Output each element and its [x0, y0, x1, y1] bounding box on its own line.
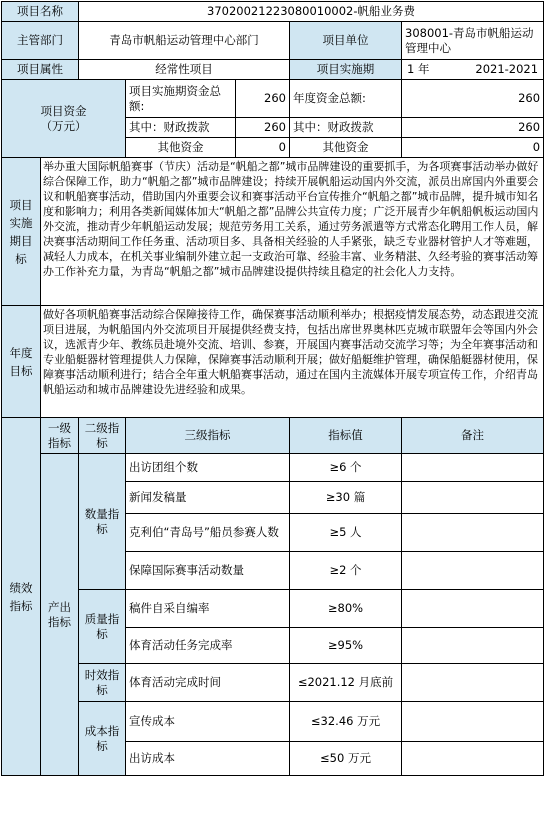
header-value: 指标值	[290, 418, 402, 454]
annual-goal-label: 年度目标	[2, 306, 41, 418]
period-label: 项目实施期	[290, 60, 402, 80]
period-value: 1 年	[407, 62, 430, 76]
indicator-note	[402, 552, 544, 590]
indicator-name: 宣传成本	[126, 702, 290, 742]
indicator-value: ≥95%	[290, 628, 402, 664]
funds-total-period-value: 260	[236, 80, 290, 118]
indicator-name: 克利伯“青岛号”船员参赛人数	[126, 514, 290, 552]
indicator-value: ≥30 篇	[290, 482, 402, 514]
row-attribute	[2, 60, 544, 80]
indicator-value: ≤2021.12 月底前	[290, 664, 402, 702]
funds-annual-total-value: 260	[402, 80, 544, 118]
funds-total-period-label: 项目实施期资金总额:	[126, 80, 236, 118]
department-label: 主管部门	[2, 22, 79, 60]
indicator-note	[402, 454, 544, 482]
header-note: 备注	[402, 418, 544, 454]
unit-label: 项目单位	[290, 22, 402, 60]
indicator-note	[402, 628, 544, 664]
indicator-note	[402, 590, 544, 628]
funds-other-value-annual: 0	[402, 138, 544, 158]
performance-goal-table	[1, 1, 544, 776]
indicator-name: 稿件自采自编率	[126, 590, 290, 628]
funds-fiscal-label: 其中：财政拨款	[126, 118, 236, 138]
quantity-label: 数量指标	[79, 454, 126, 590]
indicator-value: ≤50 万元	[290, 742, 402, 776]
row-annual-goal	[2, 306, 544, 418]
project-name-label: 项目名称	[2, 2, 79, 22]
table-row	[2, 664, 544, 702]
indicator-name: 保障国际赛事活动数量	[126, 552, 290, 590]
output-label: 产出指标	[41, 454, 79, 776]
indicator-note	[402, 482, 544, 514]
project-name-value: 37020021223080010002-帆船业务费	[79, 2, 544, 22]
row-indicator-headers	[2, 418, 544, 454]
row-funds-total	[2, 80, 544, 118]
row-department	[2, 22, 544, 60]
unit-value: 308001-青岛市帆船运动管理中心	[402, 22, 544, 60]
indicator-value: ≥6 个	[290, 454, 402, 482]
row-implementation-goal	[2, 158, 544, 306]
row-project-name	[2, 2, 544, 22]
period-cell	[402, 60, 544, 80]
table-row	[2, 454, 544, 482]
header-level2: 二级指标	[79, 418, 126, 454]
department-value: 青岛市帆船运动管理中心部门	[79, 22, 290, 60]
header-level1: 一级指标	[41, 418, 79, 454]
indicator-value: ≤32.46 万元	[290, 702, 402, 742]
indicator-value: ≥80%	[290, 590, 402, 628]
implementation-goal-label: 项目实施期目标	[2, 158, 41, 306]
indicator-name: 体育活动完成时间	[126, 664, 290, 702]
funds-annual-total-label: 年度资金总额:	[290, 80, 402, 118]
funds-label: 项目资金 （万元）	[2, 80, 126, 158]
funds-fiscal-label-annual: 其中：财政拨款	[290, 118, 402, 138]
funds-other-label-annual: 其他资金	[290, 138, 402, 158]
attribute-label: 项目属性	[2, 60, 79, 80]
indicator-value: ≥2 个	[290, 552, 402, 590]
funds-other-label: 其他资金	[126, 138, 236, 158]
annual-goal-text: 做好各项帆船赛事活动综合保障接待工作，确保赛事活动顺利举办；根据疫情发展态势，动态跟进交流项目进展，为帆船国内外交流项目开展提供经费支持，包括出席世界奥林匹克城市联盟年会等国内外会议，选派青少年、教练员赴境外交流、培训、参赛，开展国内赛事活动交流学习等；为全年赛事活动和专业船艇器材管理提供人力保障，保障赛事活动顺利开展；做好船艇维护管理，确保船艇器材使用，保障赛事活动顺利进行；结合全年重大帆船赛事活动，通过在国内主流媒体开展专项宣传工作，介绍青岛帆船运动和城市品牌建设先进经验和成果。	[41, 306, 544, 418]
indicator-note	[402, 742, 544, 776]
funds-fiscal-value-annual: 260	[402, 118, 544, 138]
indicator-note	[402, 702, 544, 742]
indicator-name: 新闻发稿量	[126, 482, 290, 514]
header-level3: 三级指标	[126, 418, 290, 454]
funds-fiscal-value: 260	[236, 118, 290, 138]
indicator-note	[402, 664, 544, 702]
indicators-section-label: 绩效指标	[2, 418, 41, 776]
attribute-value: 经常性项目	[79, 60, 290, 80]
indicator-note	[402, 514, 544, 552]
indicator-value: ≥5 人	[290, 514, 402, 552]
period-range: 2021-2021	[475, 62, 539, 76]
table-row	[2, 590, 544, 628]
timeliness-label: 时效指标	[79, 664, 126, 702]
cost-label: 成本指标	[79, 702, 126, 776]
indicator-name: 体育活动任务完成率	[126, 628, 290, 664]
table-row	[2, 702, 544, 742]
implementation-goal-text: 举办重大国际帆船赛事（节庆）活动是“帆船之都”城市品牌建设的重要抓手，为各项赛事活动举办做好综合保障工作，助力“帆船之都”城市品牌建设；持续开展帆船运动国内外交流，派员出席国内外重要会议和帆船赛事活动，借助国内外重要会议和赛事活动平台宣传推介“帆船之都”城市品牌，提升城市知名度和影响力；利用各类新闻媒体加大“帆船之都”品牌公共宣传力度；广泛开展青少年帆船帆板运动国内外交流，推动青少年帆船运动发展；规范劳务用工关系，通过劳务派遣等方式常态化聘用工作人员，解决赛事活动期间工作任务重、活动项目多、具备相关经验的人手紧张，缺乏专业器材管护人才等难题，减轻人力成本，在机关事业编制外建立起一支政治可靠、经验丰富、业务精湛、久经考验的赛事活动筹办工作补充力量，为青岛“帆船之都”城市品牌建设提供持续且稳定的社会化人力支持。	[41, 158, 544, 306]
indicator-name: 出访团组个数	[126, 454, 290, 482]
indicator-name: 出访成本	[126, 742, 290, 776]
funds-other-value: 0	[236, 138, 290, 158]
quality-label: 质量指标	[79, 590, 126, 664]
